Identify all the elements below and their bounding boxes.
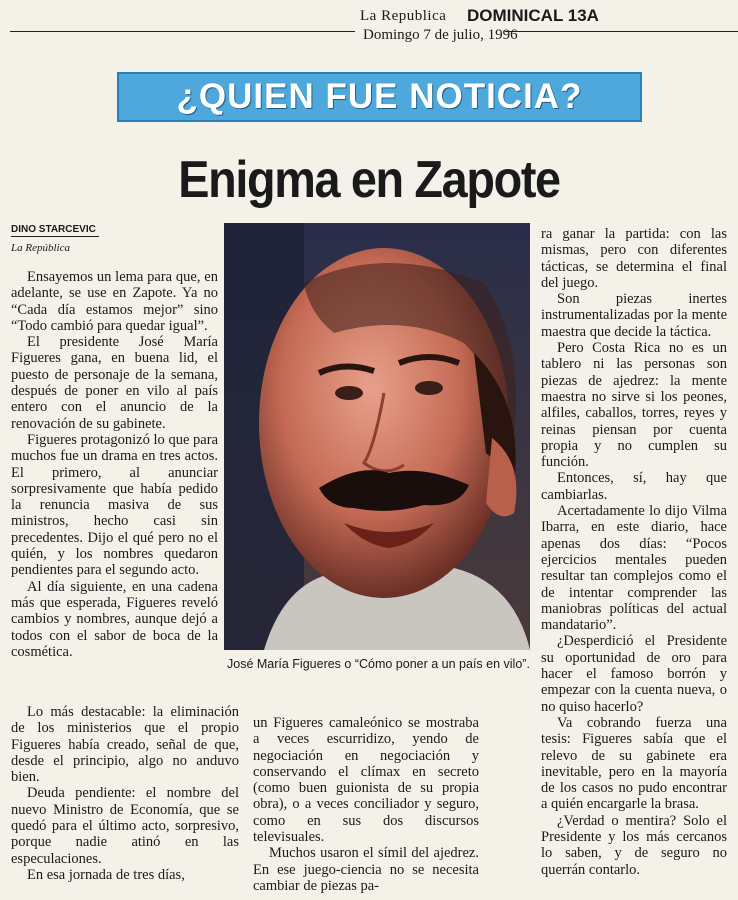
byline-rule <box>11 236 99 237</box>
section-banner-text: ¿QUIEN FUE NOTICIA? <box>176 77 583 116</box>
paragraph: ra ganar la partida: con las mismas, pero con diferentes tácticas, se determina el final del juego. <box>541 226 727 291</box>
byline-author: DINO STARCEVIC <box>11 224 96 235</box>
paragraph: un Figueres camaleónico se mostraba a veces escurridizo, yendo de negociación en negociación y conservando el clímax en secreto (como buen guionista de su propia obra), o a veces conciliador y seguro, como en sus dos discursos televisuales. <box>253 715 479 846</box>
article-column-1 <box>11 269 218 660</box>
paragraph: En esa jornada de tres días, <box>27 866 185 883</box>
paragraph: ¿Desperdició el Presidente su oportunidad de oro para hacer el famoso borrón y empezar con la cuenta nueva, o no quiso hacerlo? <box>541 633 727 715</box>
portrait-illustration <box>224 223 530 650</box>
paragraph: Deuda pendiente: el nombre del nuevo Ministro de Economía, que se quedó para el último acto, sorpresivo, porque nadie atinó en las especulaciones. <box>11 785 239 867</box>
paragraph: Muchos usaron el símil del ajedrez. En ese juego-ciencia no se necesita cambiar de piezas pa- <box>253 845 479 894</box>
paragraph: Lo más destacable: la eliminación de los ministerios que el propio Figueres había creado, señal de que, desde el principio, algo no anduvo bien. <box>11 704 239 786</box>
section-banner <box>117 72 642 122</box>
masthead-date: Domingo 7 de julio, 1996 <box>363 27 518 43</box>
portrait-photo <box>224 223 530 650</box>
masthead-rule-right <box>505 31 738 32</box>
paragraph: Al día siguiente, en una cadena más que esperada, Figueres reveló cambios y nombres, aunque dejó a todos con el sabor de boca de la cosmética. <box>11 578 218 660</box>
byline-paper: La República <box>11 242 70 254</box>
article-column-2-lower <box>253 715 479 894</box>
paragraph: Ensayemos un lema para que, en adelante, se use en Zapote. Ya no “Cada día estamos mejor” sino “Todo cambió para quedar igual”. <box>11 269 218 334</box>
headline: Enigma en Zapote <box>178 151 560 209</box>
masthead-rule-left <box>10 31 355 32</box>
article-column-3 <box>541 226 727 878</box>
paragraph: Entonces, sí, hay que cambiarlas. <box>541 470 727 503</box>
paragraph: Figueres protagonizó lo que para muchos fue un drama en tres actos. El primero, al anunciar sorpresivamente que había pedido la renuncia masiva de sus ministros, hecho casi sin precedentes. Dijo el qué pero no el quién, y los nombres quedaron pendientes para el segundo acto. <box>11 431 218 579</box>
paragraph: Pero Costa Rica no es un tablero ni las personas son piezas de ajedrez: la mente maestra no sirve si los peones, alfiles, caballos, torres, reyes y reinas piensan por cuenta propia y no cumplen su función. <box>541 340 727 471</box>
masthead-paper-name: La Republica <box>360 8 447 24</box>
paragraph: Son piezas inertes instrumentalizadas por la mente maestra que decide la táctica. <box>541 291 727 340</box>
masthead <box>0 0 738 52</box>
paragraph: El presidente José María Figueres gana, en buena lid, el puesto de personaje de la semana, después de poner en vilo al país entero con el anuncio de la renovación de su gabinete. <box>11 334 218 432</box>
article-column-1-lower <box>11 704 239 883</box>
photo-caption: José María Figueres o “Cómo poner a un país en vilo”. <box>227 657 530 671</box>
paragraph: Acertadamente lo dijo Vilma Ibarra, en este diario, hace apenas dos días: “Pocos ejercicios mentales pueden resultar tan complejos como el de intentar comprender las maniobras políticas del actual mandatario”. <box>541 503 727 634</box>
masthead-section: DOMINICAL 13A <box>467 6 599 25</box>
paragraph: Va cobrando fuerza una tesis: Figueres sabía que el relevo de su gabinete era inevitable, pero en la mayoría de los casos no pudo encontrar a quién encargarle la brasa. <box>541 714 727 813</box>
paragraph: ¿Verdad o mentira? Solo el Presidente y los más cercanos lo saben, y de seguro no querrán contarlo. <box>541 812 727 878</box>
